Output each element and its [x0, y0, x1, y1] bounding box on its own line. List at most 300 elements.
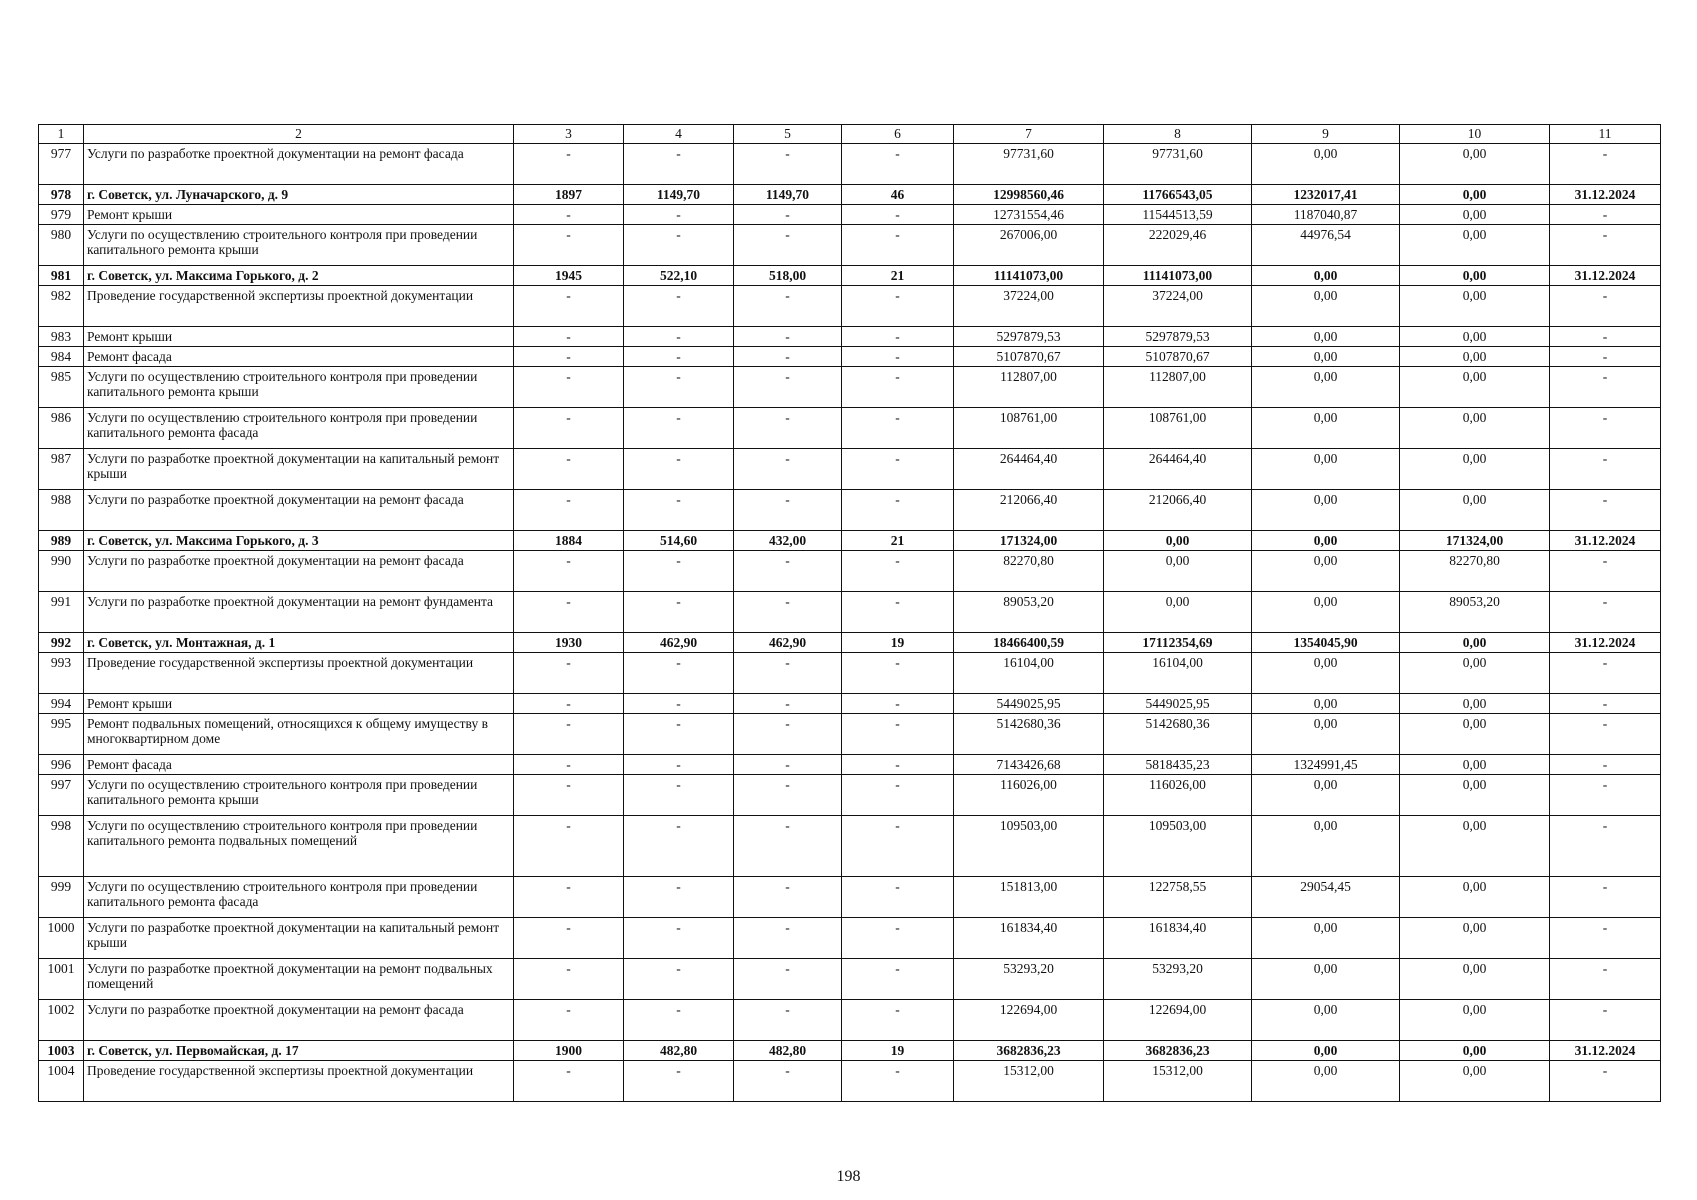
cell-col-4: -: [624, 346, 734, 366]
work-name: г. Советск, ул. Первомайская, д. 17: [84, 1040, 514, 1060]
cell-col-7: 264464,40: [954, 448, 1104, 489]
address-row: [39, 265, 1661, 285]
cell-col-8: 109503,00: [1104, 815, 1252, 876]
cell-col-6: -: [842, 143, 954, 184]
cell-col-5: -: [734, 999, 842, 1040]
cell-col-5: 1149,70: [734, 184, 842, 204]
cell-col-6: -: [842, 326, 954, 346]
table-row: [39, 550, 1661, 591]
cell-col-8: 5107870,67: [1104, 346, 1252, 366]
cell-col-8: 0,00: [1104, 591, 1252, 632]
cell-col-8: 17112354,69: [1104, 632, 1252, 652]
cell-col-4: -: [624, 366, 734, 407]
work-name: Услуги по разработке проектной документации на капитальный ремонт крыши: [84, 917, 514, 958]
cell-col-9: 29054,45: [1252, 876, 1400, 917]
cell-col-8: 5449025,95: [1104, 693, 1252, 713]
cell-col-4: -: [624, 143, 734, 184]
column-number: 5: [734, 125, 842, 144]
cell-col-6: -: [842, 713, 954, 754]
row-number: 1000: [39, 917, 84, 958]
cell-col-4: -: [624, 713, 734, 754]
cell-col-6: -: [842, 366, 954, 407]
work-name: Услуги по разработке проектной документации на капитальный ремонт крыши: [84, 448, 514, 489]
work-name: Услуги по осуществлению строительного контроля при проведении капитального ремонта крыши: [84, 224, 514, 265]
cell-col-11: -: [1550, 958, 1661, 999]
cell-col-8: 222029,46: [1104, 224, 1252, 265]
cell-col-6: -: [842, 774, 954, 815]
work-name: Ремонт подвальных помещений, относящихся к общему имуществу в многоквартирном доме: [84, 713, 514, 754]
cell-col-5: -: [734, 489, 842, 530]
cell-col-10: 0,00: [1400, 204, 1550, 224]
cell-col-5: -: [734, 876, 842, 917]
cell-col-6: -: [842, 591, 954, 632]
cell-col-8: 212066,40: [1104, 489, 1252, 530]
cell-col-6: -: [842, 693, 954, 713]
row-number: 986: [39, 407, 84, 448]
cell-col-11: -: [1550, 1060, 1661, 1101]
cell-col-6: 19: [842, 1040, 954, 1060]
cell-col-10: 0,00: [1400, 958, 1550, 999]
work-name: г. Советск, ул. Максима Горького, д. 3: [84, 530, 514, 550]
cell-col-7: 37224,00: [954, 285, 1104, 326]
table-row: [39, 407, 1661, 448]
cell-col-6: -: [842, 876, 954, 917]
cell-col-11: -: [1550, 774, 1661, 815]
cell-col-3: -: [514, 346, 624, 366]
cell-col-3: 1930: [514, 632, 624, 652]
column-number: 4: [624, 125, 734, 144]
cell-col-4: -: [624, 999, 734, 1040]
row-number: 991: [39, 591, 84, 632]
cell-col-3: -: [514, 917, 624, 958]
cell-col-7: 5142680,36: [954, 713, 1104, 754]
cell-col-11: -: [1550, 407, 1661, 448]
table-row: [39, 1060, 1661, 1101]
cell-col-8: 11766543,05: [1104, 184, 1252, 204]
cell-col-11: -: [1550, 143, 1661, 184]
work-name: г. Советск, ул. Луначарского, д. 9: [84, 184, 514, 204]
cell-col-8: 5297879,53: [1104, 326, 1252, 346]
cell-col-4: 522,10: [624, 265, 734, 285]
cell-col-10: 0,00: [1400, 326, 1550, 346]
work-name: г. Советск, ул. Монтажная, д. 1: [84, 632, 514, 652]
cell-col-4: 514,60: [624, 530, 734, 550]
cell-col-5: -: [734, 652, 842, 693]
cell-col-5: -: [734, 591, 842, 632]
row-number: 982: [39, 285, 84, 326]
cell-col-6: 46: [842, 184, 954, 204]
cell-col-5: -: [734, 815, 842, 876]
cell-col-4: 462,90: [624, 632, 734, 652]
cell-col-9: 0,00: [1252, 489, 1400, 530]
cell-col-4: -: [624, 407, 734, 448]
cell-col-11: 31.12.2024: [1550, 184, 1661, 204]
cell-col-3: -: [514, 958, 624, 999]
cell-col-3: -: [514, 448, 624, 489]
table-body: [39, 143, 1661, 1101]
row-number: 1003: [39, 1040, 84, 1060]
work-name: Ремонт фасада: [84, 754, 514, 774]
row-number: 998: [39, 815, 84, 876]
cell-col-3: 1884: [514, 530, 624, 550]
work-name: Ремонт крыши: [84, 204, 514, 224]
cell-col-3: 1900: [514, 1040, 624, 1060]
table-row: [39, 448, 1661, 489]
cell-col-9: 0,00: [1252, 407, 1400, 448]
cell-col-4: -: [624, 876, 734, 917]
cell-col-11: -: [1550, 550, 1661, 591]
cell-col-7: 18466400,59: [954, 632, 1104, 652]
cell-col-3: -: [514, 550, 624, 591]
cell-col-5: -: [734, 754, 842, 774]
cell-col-3: -: [514, 999, 624, 1040]
cell-col-6: -: [842, 1060, 954, 1101]
cell-col-10: 0,00: [1400, 448, 1550, 489]
cell-col-11: -: [1550, 285, 1661, 326]
cell-col-7: 89053,20: [954, 591, 1104, 632]
cell-col-3: -: [514, 774, 624, 815]
cell-col-4: -: [624, 652, 734, 693]
cell-col-9: 0,00: [1252, 999, 1400, 1040]
cell-col-9: 0,00: [1252, 774, 1400, 815]
cell-col-3: -: [514, 591, 624, 632]
cell-col-11: -: [1550, 754, 1661, 774]
cell-col-8: 122694,00: [1104, 999, 1252, 1040]
work-name: Услуги по разработке проектной документации на ремонт подвальных помещений: [84, 958, 514, 999]
cell-col-3: 1945: [514, 265, 624, 285]
cell-col-11: -: [1550, 224, 1661, 265]
cell-col-5: -: [734, 143, 842, 184]
cell-col-4: -: [624, 815, 734, 876]
cell-col-9: 0,00: [1252, 815, 1400, 876]
work-name: Услуги по разработке проектной документации на ремонт фасада: [84, 550, 514, 591]
cell-col-4: -: [624, 224, 734, 265]
cell-col-10: 0,00: [1400, 265, 1550, 285]
cell-col-3: -: [514, 143, 624, 184]
cell-col-3: -: [514, 366, 624, 407]
cell-col-11: -: [1550, 346, 1661, 366]
cell-col-7: 171324,00: [954, 530, 1104, 550]
cell-col-8: 97731,60: [1104, 143, 1252, 184]
table-row: [39, 713, 1661, 754]
cell-col-10: 171324,00: [1400, 530, 1550, 550]
table-row: [39, 815, 1661, 876]
cell-col-11: -: [1550, 999, 1661, 1040]
cell-col-9: 0,00: [1252, 1040, 1400, 1060]
column-number: 1: [39, 125, 84, 144]
cell-col-3: -: [514, 407, 624, 448]
row-number: 997: [39, 774, 84, 815]
table-row: [39, 204, 1661, 224]
cell-col-10: 0,00: [1400, 652, 1550, 693]
cell-col-9: 44976,54: [1252, 224, 1400, 265]
column-number: 2: [84, 125, 514, 144]
cell-col-3: -: [514, 204, 624, 224]
table-row: [39, 326, 1661, 346]
table-row: [39, 876, 1661, 917]
cell-col-5: -: [734, 346, 842, 366]
cell-col-9: 0,00: [1252, 265, 1400, 285]
cell-col-3: -: [514, 652, 624, 693]
cell-col-9: 0,00: [1252, 366, 1400, 407]
cell-col-8: 16104,00: [1104, 652, 1252, 693]
column-number-row: [39, 125, 1661, 144]
cell-col-10: 0,00: [1400, 917, 1550, 958]
row-number: 999: [39, 876, 84, 917]
cell-col-5: -: [734, 713, 842, 754]
cell-col-11: -: [1550, 448, 1661, 489]
cell-col-8: 0,00: [1104, 550, 1252, 591]
cell-col-4: -: [624, 591, 734, 632]
cell-col-4: -: [624, 204, 734, 224]
cell-col-8: 11544513,59: [1104, 204, 1252, 224]
cell-col-9: 0,00: [1252, 346, 1400, 366]
cell-col-4: -: [624, 1060, 734, 1101]
work-name: Ремонт крыши: [84, 693, 514, 713]
work-name: г. Советск, ул. Максима Горького, д. 2: [84, 265, 514, 285]
cell-col-7: 112807,00: [954, 366, 1104, 407]
column-number: 10: [1400, 125, 1550, 144]
column-number: 6: [842, 125, 954, 144]
cell-col-10: 0,00: [1400, 754, 1550, 774]
cell-col-6: -: [842, 917, 954, 958]
cell-col-5: -: [734, 693, 842, 713]
table-row: [39, 591, 1661, 632]
cell-col-6: -: [842, 346, 954, 366]
cell-col-5: 432,00: [734, 530, 842, 550]
cell-col-4: -: [624, 917, 734, 958]
cell-col-6: -: [842, 652, 954, 693]
cell-col-11: -: [1550, 652, 1661, 693]
cell-col-10: 0,00: [1400, 346, 1550, 366]
row-number: 992: [39, 632, 84, 652]
table-row: [39, 999, 1661, 1040]
cell-col-5: -: [734, 204, 842, 224]
row-number: 981: [39, 265, 84, 285]
row-number: 988: [39, 489, 84, 530]
cell-col-9: 0,00: [1252, 713, 1400, 754]
cell-col-10: 0,00: [1400, 999, 1550, 1040]
work-name: Услуги по осуществлению строительного контроля при проведении капитального ремонта крыши: [84, 366, 514, 407]
cell-col-6: -: [842, 958, 954, 999]
cell-col-9: 0,00: [1252, 1060, 1400, 1101]
cell-col-5: -: [734, 366, 842, 407]
cell-col-10: 0,00: [1400, 489, 1550, 530]
cell-col-7: 5449025,95: [954, 693, 1104, 713]
cell-col-7: 7143426,68: [954, 754, 1104, 774]
cell-col-3: -: [514, 1060, 624, 1101]
cell-col-5: -: [734, 285, 842, 326]
cell-col-10: 0,00: [1400, 184, 1550, 204]
cell-col-5: -: [734, 958, 842, 999]
column-number: 7: [954, 125, 1104, 144]
work-name: Проведение государственной экспертизы проектной документации: [84, 1060, 514, 1101]
cell-col-9: 0,00: [1252, 652, 1400, 693]
cell-col-4: 1149,70: [624, 184, 734, 204]
work-name: Услуги по осуществлению строительного контроля при проведении капитального ремонта фасада: [84, 876, 514, 917]
cell-col-4: 482,80: [624, 1040, 734, 1060]
address-row: [39, 632, 1661, 652]
table-row: [39, 774, 1661, 815]
cell-col-4: -: [624, 326, 734, 346]
row-number: 996: [39, 754, 84, 774]
cell-col-6: -: [842, 815, 954, 876]
address-row: [39, 1040, 1661, 1060]
row-number: 980: [39, 224, 84, 265]
cell-col-8: 53293,20: [1104, 958, 1252, 999]
cell-col-8: 3682836,23: [1104, 1040, 1252, 1060]
cell-col-11: 31.12.2024: [1550, 530, 1661, 550]
cell-col-6: 21: [842, 265, 954, 285]
table-row: [39, 224, 1661, 265]
column-number: 3: [514, 125, 624, 144]
cell-col-9: 0,00: [1252, 917, 1400, 958]
cell-col-8: 37224,00: [1104, 285, 1252, 326]
work-name: Ремонт фасада: [84, 346, 514, 366]
column-number: 11: [1550, 125, 1661, 144]
cell-col-5: -: [734, 550, 842, 591]
cell-col-7: 108761,00: [954, 407, 1104, 448]
table-row: [39, 754, 1661, 774]
cell-col-8: 112807,00: [1104, 366, 1252, 407]
cell-col-8: 11141073,00: [1104, 265, 1252, 285]
cell-col-11: 31.12.2024: [1550, 632, 1661, 652]
row-number: 977: [39, 143, 84, 184]
cell-col-9: 1324991,45: [1252, 754, 1400, 774]
cell-col-9: 0,00: [1252, 326, 1400, 346]
work-name: Проведение государственной экспертизы проектной документации: [84, 285, 514, 326]
cell-col-3: -: [514, 224, 624, 265]
cell-col-10: 0,00: [1400, 1040, 1550, 1060]
cell-col-5: -: [734, 774, 842, 815]
work-name: Услуги по разработке проектной документации на ремонт фундамента: [84, 591, 514, 632]
cell-col-8: 108761,00: [1104, 407, 1252, 448]
cell-col-5: -: [734, 224, 842, 265]
work-name: Ремонт крыши: [84, 326, 514, 346]
cell-col-10: 0,00: [1400, 693, 1550, 713]
cell-col-8: 0,00: [1104, 530, 1252, 550]
table-row: [39, 652, 1661, 693]
cell-col-5: 482,80: [734, 1040, 842, 1060]
cell-col-7: 161834,40: [954, 917, 1104, 958]
cell-col-11: -: [1550, 366, 1661, 407]
work-name: Услуги по осуществлению строительного контроля при проведении капитального ремонта фасада: [84, 407, 514, 448]
cell-col-11: -: [1550, 713, 1661, 754]
cell-col-7: 5107870,67: [954, 346, 1104, 366]
table-row: [39, 917, 1661, 958]
cell-col-6: -: [842, 754, 954, 774]
cell-col-10: 0,00: [1400, 774, 1550, 815]
cell-col-11: -: [1550, 815, 1661, 876]
work-name: Услуги по осуществлению строительного контроля при проведении капитального ремонта крыши: [84, 774, 514, 815]
cell-col-7: 12998560,46: [954, 184, 1104, 204]
cell-col-5: -: [734, 1060, 842, 1101]
cell-col-5: -: [734, 448, 842, 489]
cell-col-10: 0,00: [1400, 285, 1550, 326]
cell-col-9: 0,00: [1252, 591, 1400, 632]
row-number: 995: [39, 713, 84, 754]
work-name: Проведение государственной экспертизы проектной документации: [84, 652, 514, 693]
cell-col-5: 518,00: [734, 265, 842, 285]
cell-col-8: 161834,40: [1104, 917, 1252, 958]
cell-col-7: 267006,00: [954, 224, 1104, 265]
cell-col-6: 19: [842, 632, 954, 652]
page-number: 198: [836, 1168, 861, 1185]
cell-col-8: 15312,00: [1104, 1060, 1252, 1101]
cell-col-10: 0,00: [1400, 1060, 1550, 1101]
cell-col-11: -: [1550, 876, 1661, 917]
cell-col-6: -: [842, 448, 954, 489]
cell-col-3: -: [514, 693, 624, 713]
cell-col-9: 0,00: [1252, 693, 1400, 713]
cell-col-11: -: [1550, 326, 1661, 346]
table-row: [39, 143, 1661, 184]
cell-col-6: -: [842, 407, 954, 448]
table-row: [39, 958, 1661, 999]
cell-col-9: 0,00: [1252, 530, 1400, 550]
cell-col-7: 97731,60: [954, 143, 1104, 184]
address-row: [39, 530, 1661, 550]
cell-col-3: 1897: [514, 184, 624, 204]
cell-col-11: -: [1550, 489, 1661, 530]
cell-col-8: 5818435,23: [1104, 754, 1252, 774]
cell-col-4: -: [624, 489, 734, 530]
row-number: 989: [39, 530, 84, 550]
row-number: 978: [39, 184, 84, 204]
cell-col-7: 11141073,00: [954, 265, 1104, 285]
cell-col-10: 0,00: [1400, 876, 1550, 917]
table-row: [39, 285, 1661, 326]
row-number: 985: [39, 366, 84, 407]
cell-col-10: 0,00: [1400, 366, 1550, 407]
cell-col-11: -: [1550, 204, 1661, 224]
cell-col-11: -: [1550, 917, 1661, 958]
table-row: [39, 693, 1661, 713]
cell-col-4: -: [624, 754, 734, 774]
cell-col-9: 1232017,41: [1252, 184, 1400, 204]
cell-col-3: -: [514, 326, 624, 346]
table-row: [39, 489, 1661, 530]
repair-program-table: [38, 124, 1661, 1102]
cell-col-7: 151813,00: [954, 876, 1104, 917]
cell-col-7: 15312,00: [954, 1060, 1104, 1101]
cell-col-8: 264464,40: [1104, 448, 1252, 489]
table-row: [39, 366, 1661, 407]
cell-col-7: 5297879,53: [954, 326, 1104, 346]
work-name: Услуги по разработке проектной документации на ремонт фасада: [84, 999, 514, 1040]
table-row: [39, 346, 1661, 366]
cell-col-7: 212066,40: [954, 489, 1104, 530]
cell-col-10: 0,00: [1400, 632, 1550, 652]
column-number: 8: [1104, 125, 1252, 144]
cell-col-9: 0,00: [1252, 550, 1400, 591]
cell-col-4: -: [624, 448, 734, 489]
row-number: 979: [39, 204, 84, 224]
work-name: Услуги по осуществлению строительного контроля при проведении капитального ремонта подвальных помещений: [84, 815, 514, 876]
cell-col-3: -: [514, 876, 624, 917]
cell-col-6: -: [842, 550, 954, 591]
cell-col-4: -: [624, 774, 734, 815]
cell-col-10: 0,00: [1400, 224, 1550, 265]
cell-col-10: 0,00: [1400, 407, 1550, 448]
cell-col-6: 21: [842, 530, 954, 550]
cell-col-3: -: [514, 754, 624, 774]
work-name: Услуги по разработке проектной документации на ремонт фасада: [84, 489, 514, 530]
cell-col-8: 5142680,36: [1104, 713, 1252, 754]
cell-col-10: 0,00: [1400, 143, 1550, 184]
cell-col-3: -: [514, 713, 624, 754]
cell-col-10: 0,00: [1400, 713, 1550, 754]
